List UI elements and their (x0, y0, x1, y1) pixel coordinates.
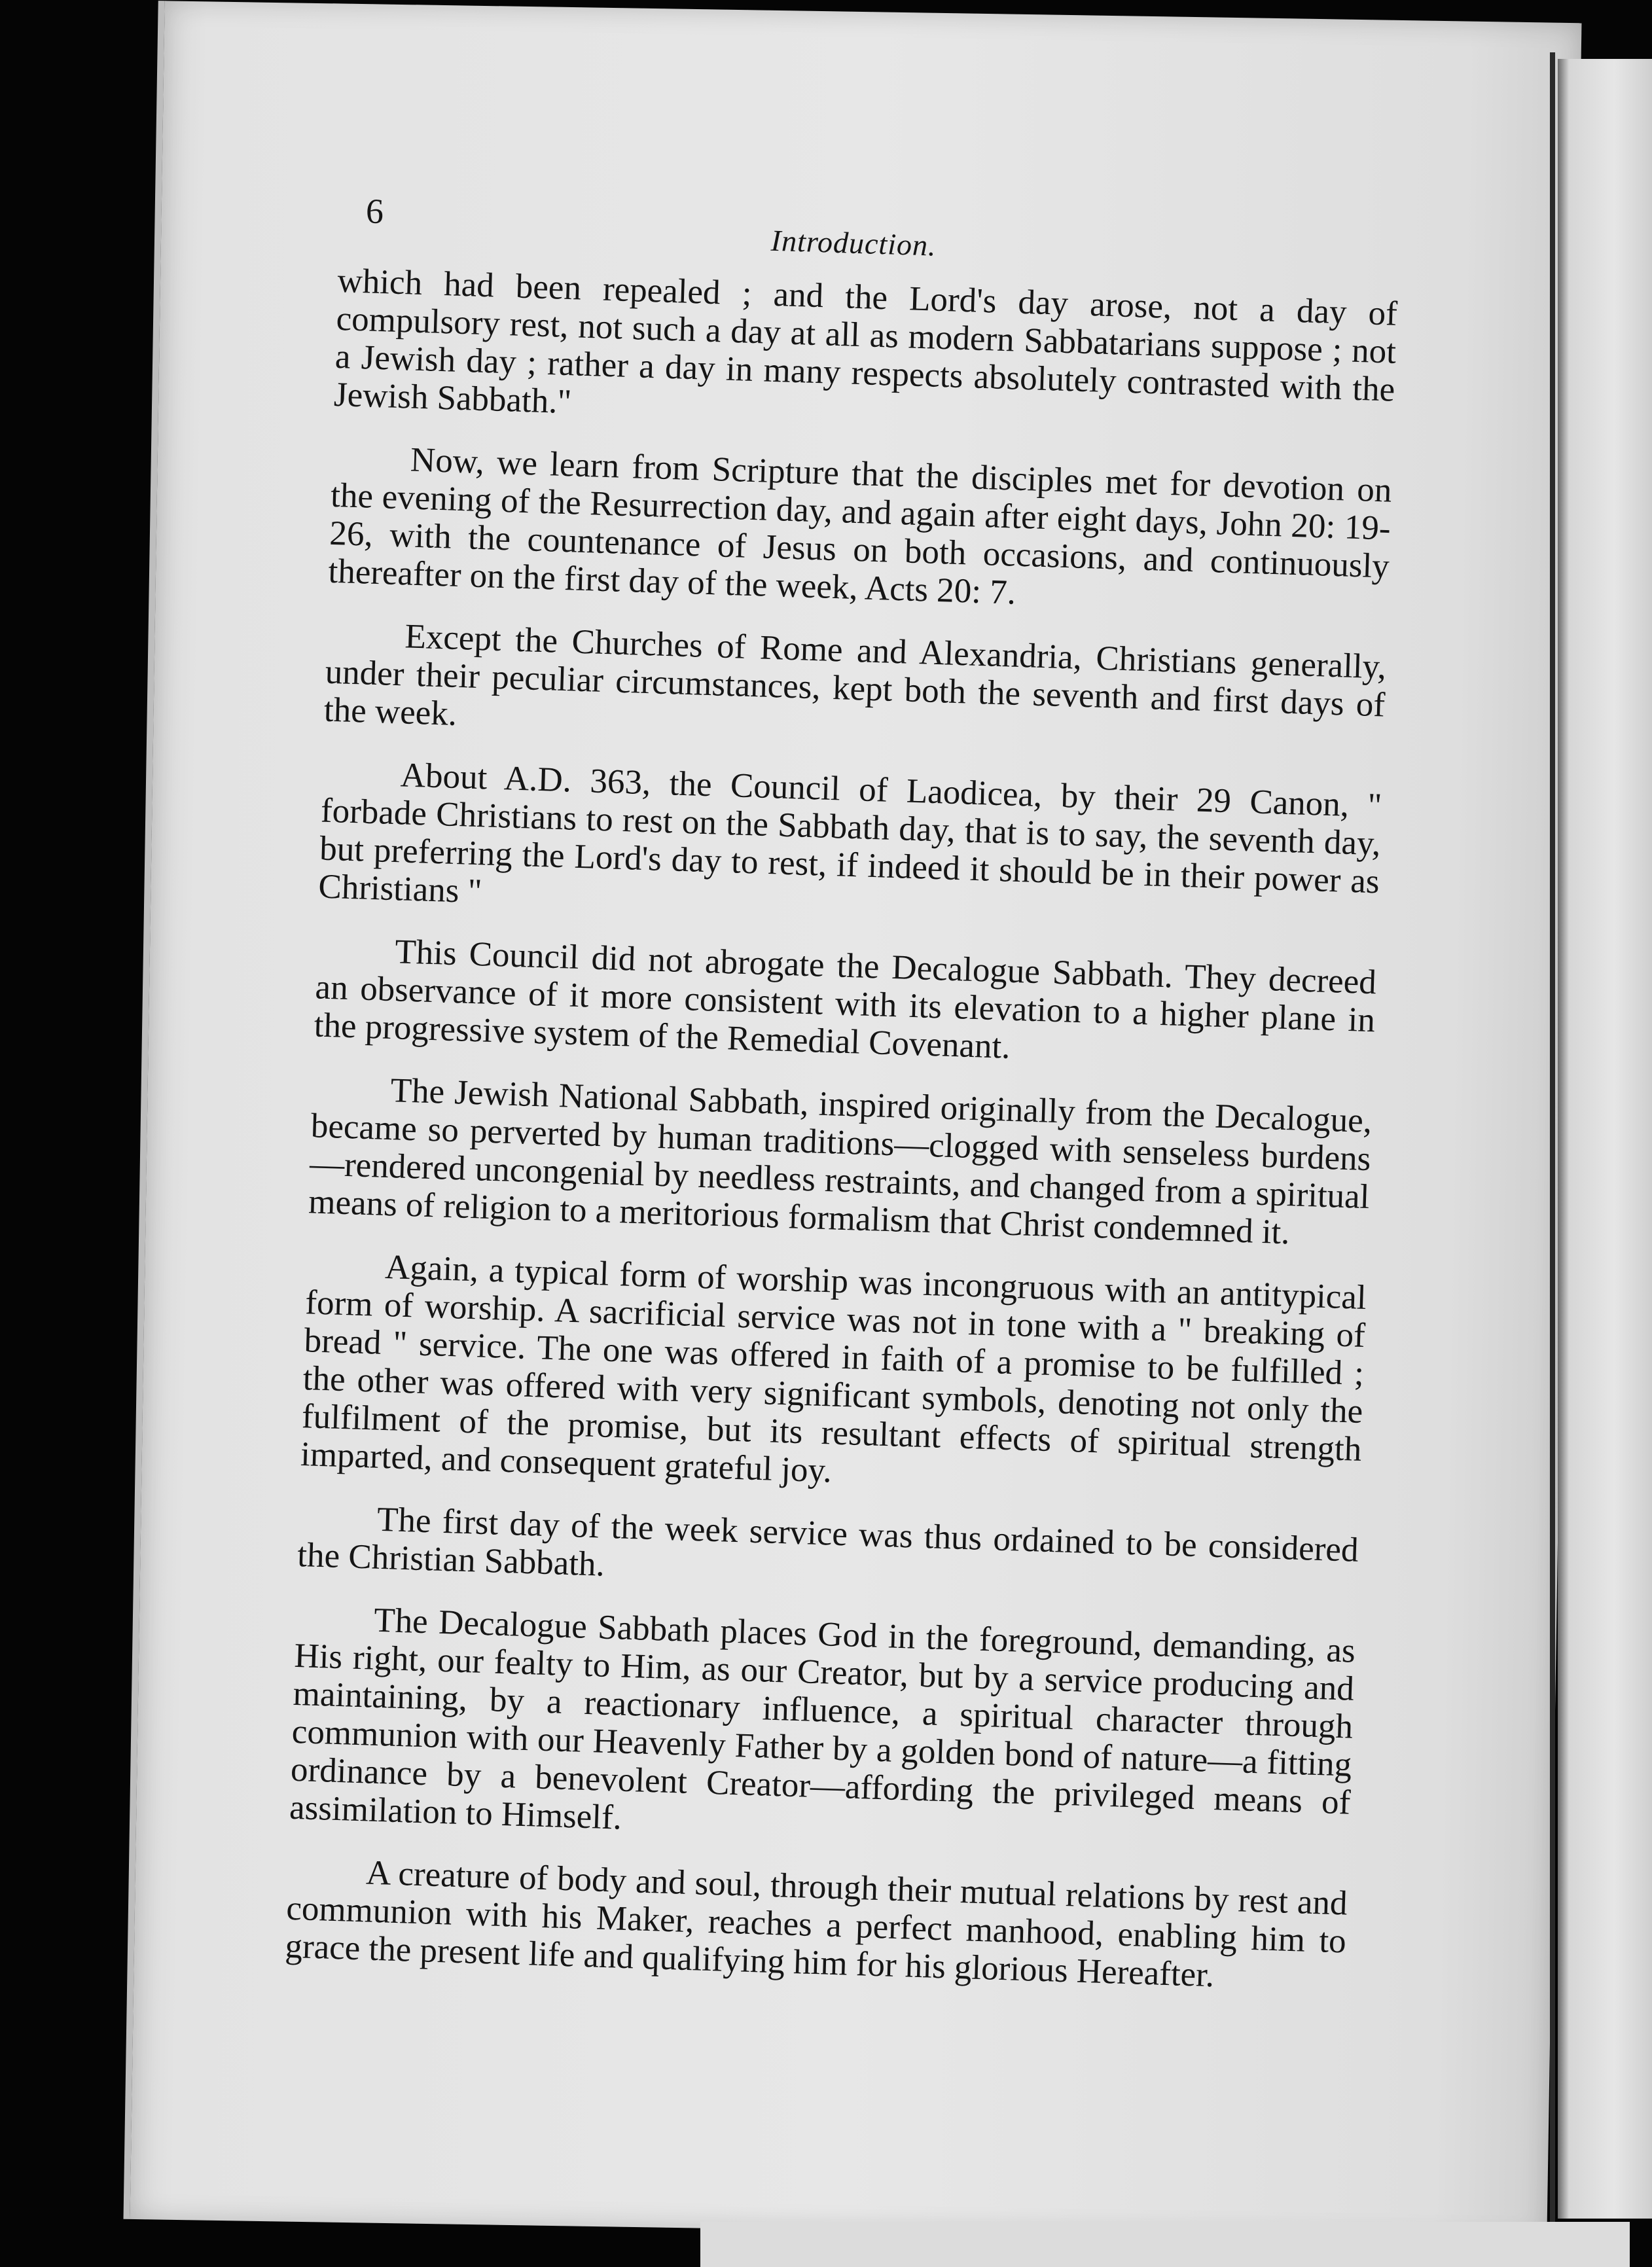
page-number: 6 (365, 191, 384, 232)
paragraph: The Jewish National Sabbath, inspired originally from the Decalogue, became so perverted by human traditions—clogged with senseless burdens—rendered uncongenial by needless restraints, and changed from a spiritual means of religion to a meritorious formalism that Christ condemned it. (308, 1071, 1373, 1252)
page-fold-line (1550, 52, 1555, 2225)
paragraph: Now, we learn from Scripture that the disciples met for devotion on the evening of the Resurrection day, and again after eight days, John 20: 19-26, with the countenance of Jesus on both occasions, and continuously thereafter on the first day of the week, Acts 20: 7. (327, 440, 1393, 612)
paragraph: Again, a typical form of worship was incongruous with an antitypical form of worship. A sacrificial service was not in tone with a " breaking of bread " service. The one was offered in faith of a promise to be fulfilled ; the other was offered with very significant symbols, denoting not only the fulfilment of the promise, but its resultant effects of spiritual strength imparted, and consequent grateful joy. (300, 1247, 1367, 1490)
paragraph: This Council did not abrogate the Decalogue Sabbath. They decreed an observance of it more consistent with its elevation to a higher plane in the progressive system of the Remedial Covenant. (313, 933, 1377, 1066)
paragraph: The Decalogue Sabbath places God in the foreground, demanding, as His right, our fealty to Him, as our Creator, but by a service producing and maintaining, by a reactionary influence, a spiritual character through communion with our Heavenly Father by a golden bond of nature—a fitting ordinance by a benevolent Creator—affording the privileged means of assimilation to Himself. (289, 1601, 1356, 1837)
paragraph: About A.D. 363, the Council of Laodicea, by their 29 Canon, " forbade Christians to rest on the Sabbath day, that is to say, the seventh day, but preferring the Lord's day to rest, if indeed it should be in their power as Christians " (317, 756, 1383, 911)
page-bottom-edge (700, 2222, 1630, 2267)
paragraph: which had been repealed ; and the Lord's day arose, not a day of compulsory rest, not such a day at all as modern Sabbatarians suppose ; not a Jewish day ; rather a day in many respects absolutely contrasted with the Jewish Sabbath." (333, 261, 1398, 421)
paragraph: A creature of body and soul, through their mutual relations by rest and communion with his Maker, reaches a perfect manhood, enabling him to grace the present life and qualifying him for his glorious Hereafter. (284, 1853, 1348, 1995)
running-head: Introduction. (770, 223, 937, 262)
paragraph: The first day of the week service was thus ordained to be considered the Christian Sabbath. (296, 1500, 1359, 1584)
page-content (284, 190, 1401, 2024)
paragraph: Except the Churches of Rome and Alexandria, Christians generally, under their peculiar circumstances, kept both the seventh and first days of the week. (323, 617, 1387, 733)
adjacent-page-edge (1558, 59, 1652, 2219)
